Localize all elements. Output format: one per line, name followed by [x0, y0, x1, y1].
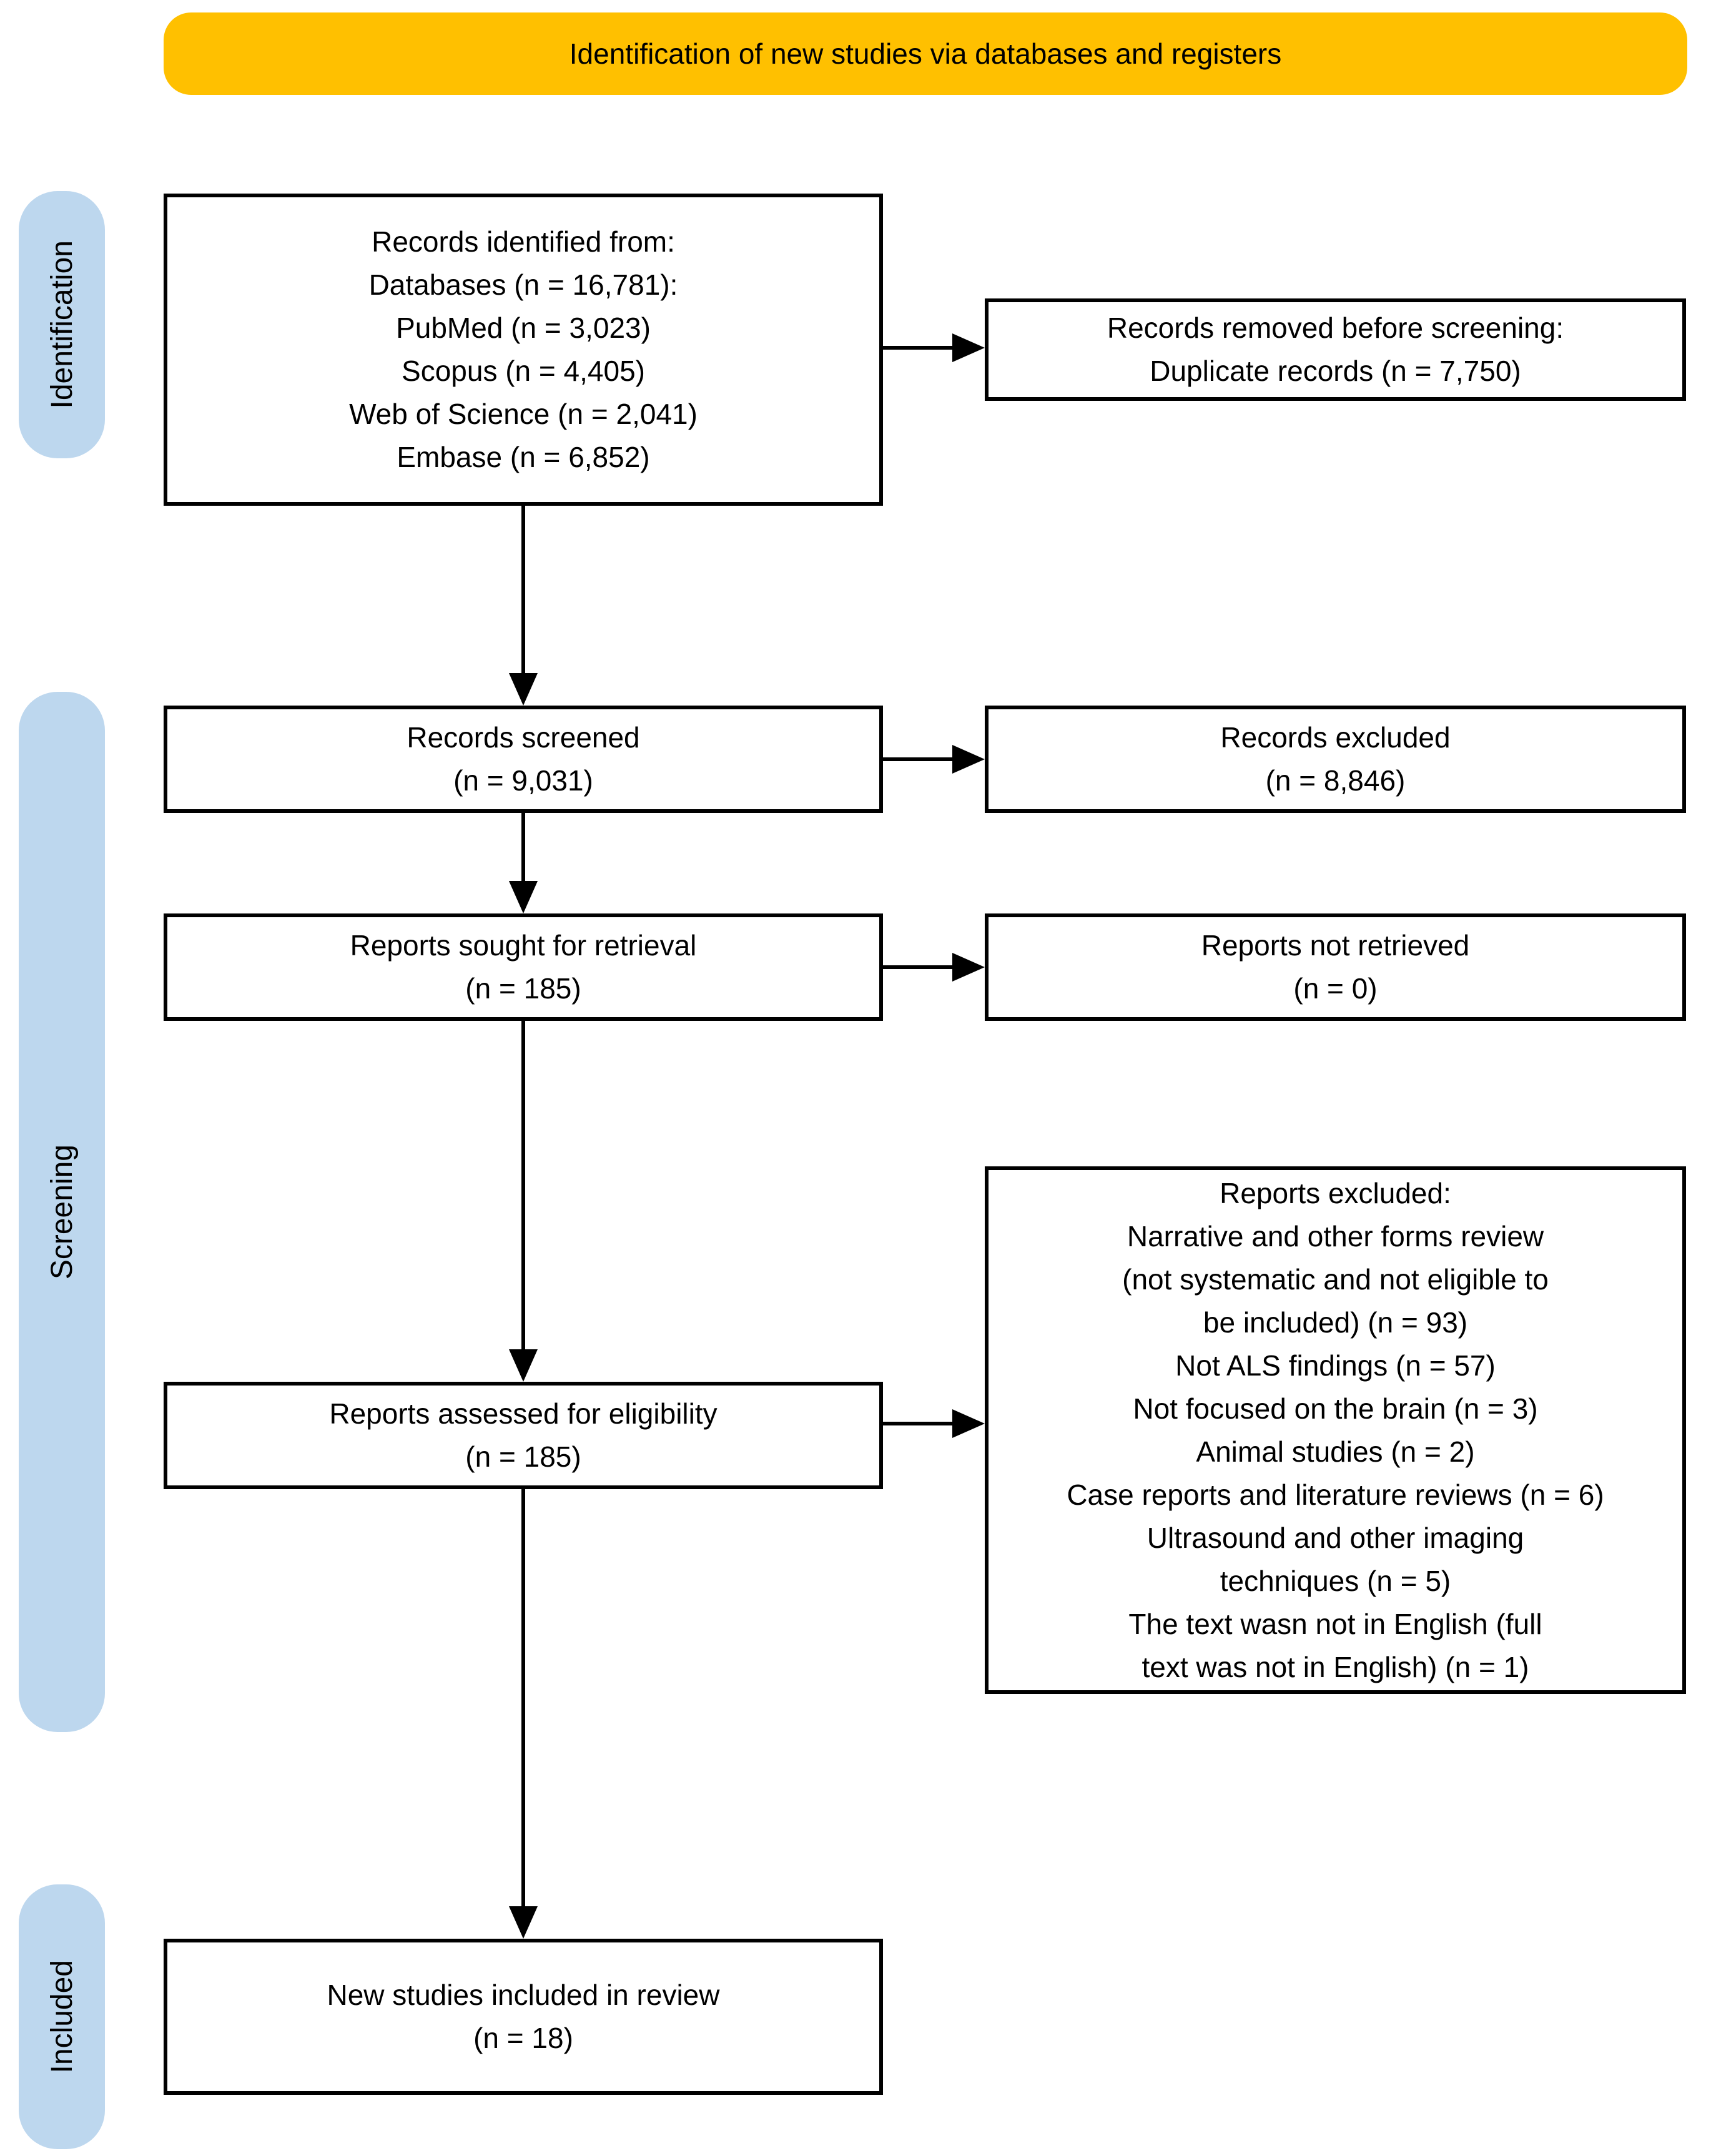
stage-label-screening: [19, 692, 105, 1732]
arrow-down-head-icon: [509, 1906, 538, 1939]
box-line: (n = 9,031): [453, 764, 593, 797]
records-removed-box: [985, 298, 1686, 401]
new-studies-included-box: [164, 1939, 883, 2095]
arrow-sought-to-assessed: [521, 1021, 525, 1349]
reports-sought-box: [164, 913, 883, 1021]
arrow-down-head-icon: [509, 1349, 538, 1382]
arrow-down-head-icon: [509, 881, 538, 913]
box-line: be included) (n = 93): [1203, 1306, 1468, 1339]
box-line: Reports excluded:: [1220, 1176, 1451, 1209]
box-line: techniques (n = 5): [1220, 1564, 1451, 1597]
box-line: (n = 185): [465, 1440, 581, 1473]
box-line: (n = 18): [473, 2022, 573, 2054]
box-line: Animal studies (n = 2): [1196, 1435, 1475, 1468]
arrow-assessed-to-included: [521, 1489, 525, 1906]
arrow-identified-to-removed: [883, 346, 952, 350]
stage-label-screening-text: Screening: [45, 1144, 79, 1280]
arrow-assessed-to-reports-excluded: [883, 1422, 952, 1425]
title-banner-label: Identification of new studies via databases and registers: [569, 37, 1282, 70]
stage-label-identification-text: Identification: [45, 240, 79, 409]
box-line: Ultrasound and other imaging: [1146, 1521, 1524, 1554]
reports-excluded-box: [985, 1166, 1686, 1694]
arrow-down-head-icon: [509, 673, 538, 706]
box-line: Reports sought for retrieval: [350, 929, 697, 962]
box-line: Scopus (n = 4,405): [402, 355, 645, 387]
title-banner: [164, 12, 1687, 95]
box-line: Reports assessed for eligibility: [329, 1397, 717, 1430]
box-line: (not systematic and not eligible to: [1122, 1263, 1549, 1296]
box-line: PubMed (n = 3,023): [396, 312, 651, 344]
box-line: Reports not retrieved: [1201, 929, 1470, 962]
box-line: Embase (n = 6,852): [397, 441, 650, 473]
box-line: Duplicate records (n = 7,750): [1150, 355, 1521, 387]
box-line: (n = 0): [1293, 972, 1378, 1005]
records-identified-box: [164, 194, 883, 506]
box-line: Not focused on the brain (n = 3): [1133, 1392, 1538, 1425]
box-line: Narrative and other forms review: [1127, 1219, 1544, 1253]
box-line: Databases (n = 16,781):: [368, 268, 678, 301]
arrow-screened-to-excluded: [883, 757, 952, 761]
reports-not-retrieved-box: [985, 913, 1686, 1021]
arrow-right-head-icon: [952, 745, 985, 774]
arrow-right-head-icon: [952, 953, 985, 982]
box-line: Records screened: [407, 721, 640, 754]
arrow-sought-to-not-retrieved: [883, 965, 952, 969]
arrow-right-head-icon: [952, 333, 985, 362]
stage-label-identification: [19, 191, 105, 458]
box-line: text was not in English) (n = 1): [1142, 1650, 1529, 1683]
box-line: Records removed before screening:: [1107, 312, 1564, 344]
box-line: (n = 185): [465, 972, 581, 1005]
box-line: (n = 8,846): [1265, 764, 1406, 797]
box-line: Web of Science (n = 2,041): [349, 398, 698, 430]
arrow-identified-to-screened: [521, 506, 525, 673]
reports-assessed-box: [164, 1382, 883, 1489]
arrow-right-head-icon: [952, 1409, 985, 1438]
records-excluded-box: [985, 706, 1686, 813]
box-line: Case reports and literature reviews (n = 6): [1067, 1478, 1604, 1511]
box-line: New studies included in review: [327, 1979, 720, 2011]
stage-label-included: [19, 1884, 105, 2149]
box-line: Not ALS findings (n = 57): [1175, 1349, 1496, 1382]
box-line: The text wasn not in English (full: [1128, 1607, 1542, 1640]
box-line: Records identified from:: [372, 225, 675, 258]
stage-label-included-text: Included: [45, 1960, 79, 2074]
box-line: Records excluded: [1220, 721, 1451, 754]
records-screened-box: [164, 706, 883, 813]
arrow-screened-to-sought: [521, 813, 525, 881]
